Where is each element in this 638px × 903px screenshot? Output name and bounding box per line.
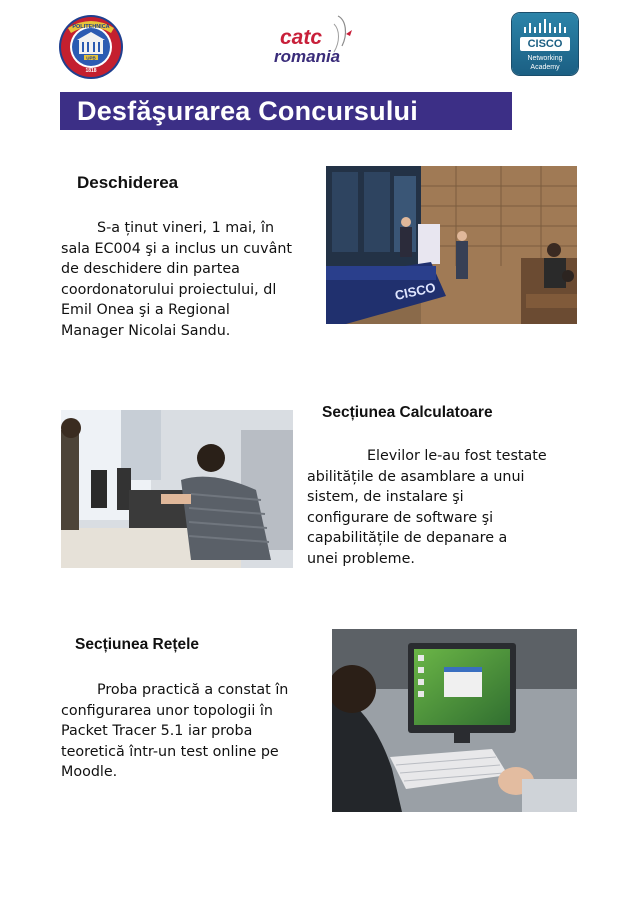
svg-text:1818: 1818 <box>85 68 97 74</box>
section-heading-calculatoare: Secțiunea Calculatoare <box>322 404 493 421</box>
section-heading-deschiderea: Deschiderea <box>77 173 179 192</box>
catc-romania-logo <box>268 12 378 74</box>
section-heading-retele: Secțiunea Rețele <box>75 636 200 653</box>
section-text-calculatoare: Elevilor le-au fost testate abilitățile de asamblare a unui sistem, de instalare şi configurare de software şi capabilitățile de depanare a unei probleme. <box>307 448 547 567</box>
cisco-subtitle: Networking Academy <box>527 55 563 71</box>
upb-logo <box>58 14 124 80</box>
svg-text:CISCO: CISCO <box>393 279 437 303</box>
network-test-photo <box>332 629 577 812</box>
cisco-wordmark: CISCO <box>520 37 570 51</box>
cisco-bars-icon <box>512 15 578 39</box>
computer-assembly-photo <box>61 410 293 568</box>
cisco-networking-academy-logo <box>512 13 578 75</box>
page-title: Desfăşurarea Concursului <box>60 92 512 130</box>
svg-text:POLITEHNICA: POLITEHNICA <box>72 24 110 30</box>
section-text-deschiderea: S-a ținut vineri, 1 mai, în sala EC004 şi a inclus un cuvânt de deschidere din partea coordonatorului proiectului, dl Emil Onea şi a Regional Manager Nicolai Sandu. <box>61 220 293 339</box>
section-text-retele: Proba practică a constat în configurarea unor topologii în Packet Tracer 5.1 iar proba teoretică într-un test online pe Moodle. <box>61 682 289 780</box>
svg-text:UPB: UPB <box>86 55 96 61</box>
svg-text:romania: romania <box>274 47 341 66</box>
opening-ceremony-photo <box>326 166 577 324</box>
svg-text:catc: catc <box>280 26 323 49</box>
